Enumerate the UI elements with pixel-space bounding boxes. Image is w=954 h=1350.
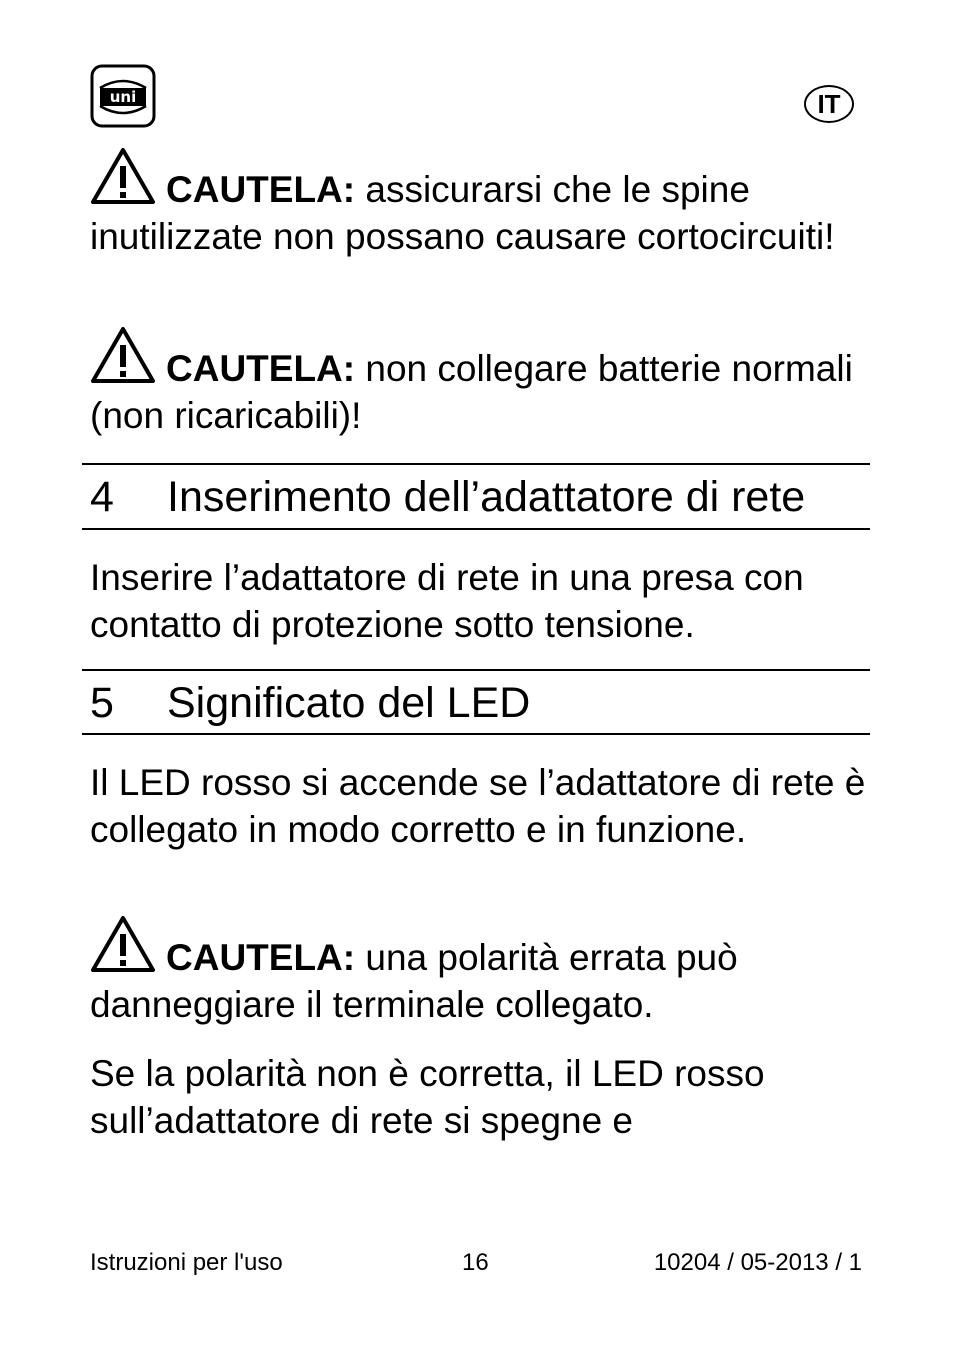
warning-paragraph [90,146,870,260]
brand-logo [90,64,156,128]
caution-label: CAUTELA: [166,937,356,978]
warning-triangle-icon [90,146,156,206]
section-number: 5 [90,679,114,727]
language-badge: IT [804,85,854,123]
warning-text: assicurarsi che le spine inutilizzate non possano causare cortocircuiti! [90,169,835,257]
footer-document-id: 10204 / 05-2013 / 1 [653,1249,862,1276]
svg-text:uni: uni [109,88,137,106]
section-title: Significato del LED [167,679,531,727]
warning-paragraph [90,325,870,439]
caution-label: CAUTELA: [166,348,356,389]
section-rule-top [82,463,870,465]
section-heading [90,678,870,728]
warning-triangle-icon [90,325,156,385]
section-rule-bottom [82,528,870,530]
caution-label: CAUTELA: [166,169,356,210]
section-number: 4 [90,473,114,521]
section-body: Inserire l’adattatore di rete in una presa con contatto di protezione sotto tensione. [90,557,804,645]
section-heading [90,472,870,522]
warning-paragraph [90,914,870,1028]
section-rule-bottom [82,733,870,735]
warning-triangle-icon [90,914,156,974]
footer-manual-title: Istruzioni per l'uso [90,1249,283,1276]
warning-text: non collegare batterie normali (non ricaricabili)! [90,348,853,436]
section-rule-top [82,669,870,671]
section-body: Il LED rosso si accende se l’adattatore di rete è collegato in modo corretto e in funzione. [90,762,866,850]
footer-page-number: 16 [462,1249,489,1276]
section-title: Inserimento dell’adattatore di rete [167,473,806,521]
warning-text: una polarità errata può danneggiare il terminale collegato. [90,937,738,1025]
closing-paragraph: Se la polarità non è corretta, il LED rosso sull’adattatore di rete si spegne e [90,1053,765,1141]
